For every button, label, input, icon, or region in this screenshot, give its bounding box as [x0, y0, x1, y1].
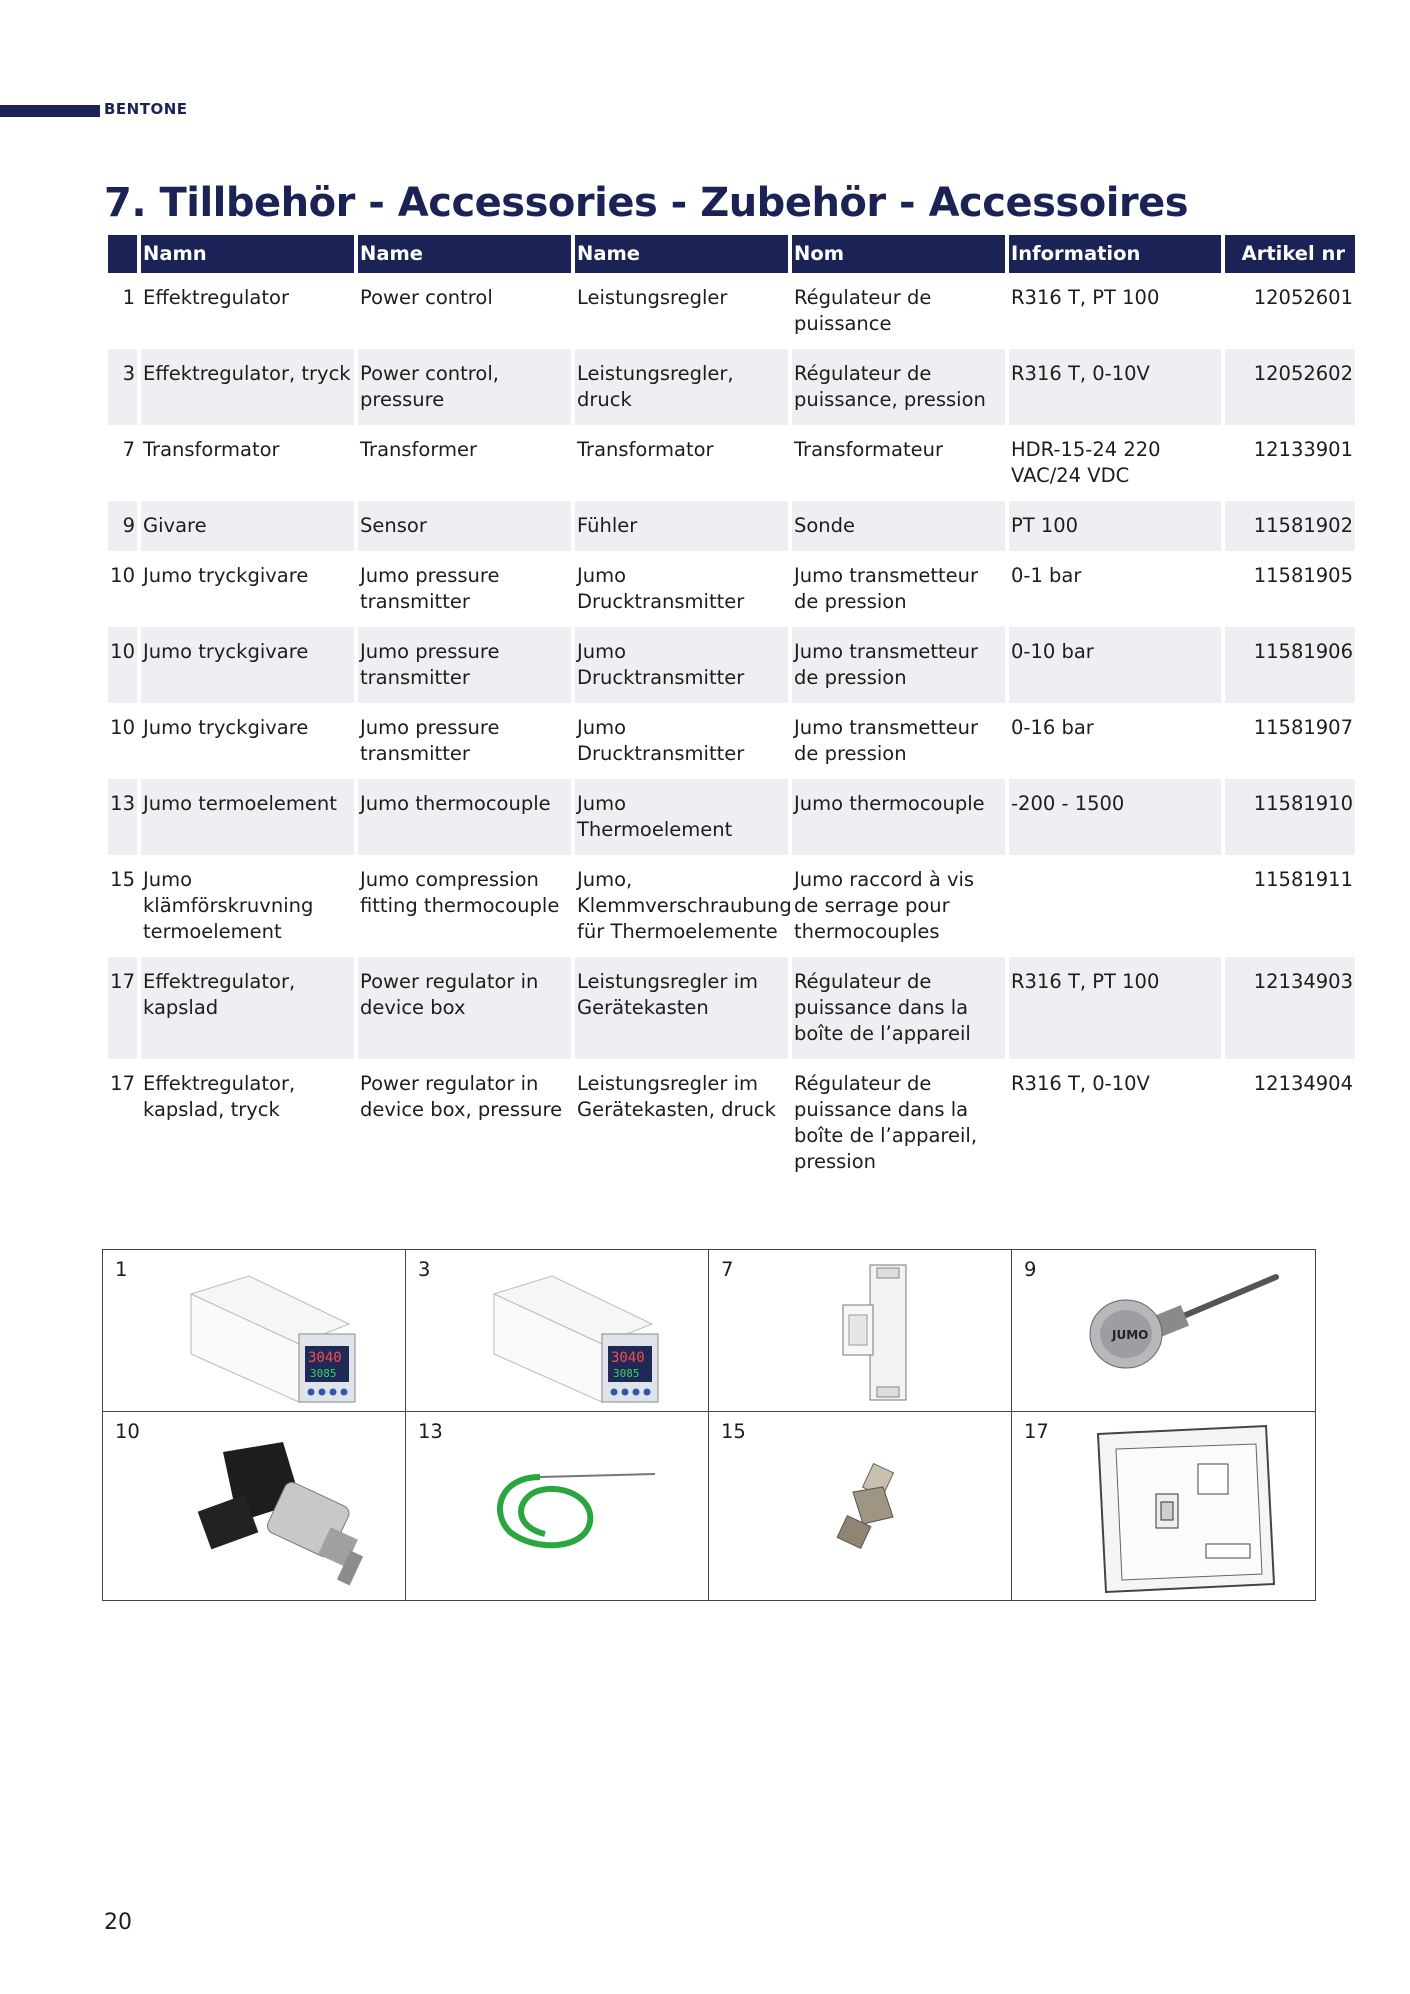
image-label: 17 [1024, 1420, 1049, 1443]
name-en: Jumo compression fitting thermocouple [360, 868, 560, 917]
name-de: Jumo Thermoelement [575, 779, 788, 855]
sensor-logo: JUMO [1112, 1328, 1149, 1342]
name-sv: Effektregulator [143, 286, 289, 309]
image-cell [1012, 1412, 1315, 1600]
table-row [108, 501, 1355, 551]
article-number: 12052601 [1253, 286, 1353, 309]
name-fr: Sonde [792, 501, 1005, 551]
name-en: Jumo pressure transmitter [360, 564, 500, 613]
name-de: Jumo Drucktransmitter [575, 627, 788, 703]
table-header-row [108, 235, 1355, 273]
name-en: Jumo pressure transmitter [358, 627, 571, 703]
row-number: 17 [110, 1072, 135, 1095]
name-en: Power control, pressure [358, 349, 571, 425]
table-row [108, 1059, 1355, 1187]
image-label: 13 [418, 1420, 443, 1443]
name-sv: Givare [141, 501, 354, 551]
table-row [108, 349, 1355, 425]
name-fr: Jumo transmetteur de pression [794, 716, 979, 765]
image-label: 7 [721, 1258, 734, 1281]
name-en: Jumo thermocouple [358, 779, 571, 855]
image-label: 1 [115, 1258, 128, 1281]
header-namn: Namn [141, 235, 354, 273]
name-fr: Régulateur de puissance dans la boîte de l’appareil [792, 957, 1005, 1059]
name-fr: Jumo thermocouple [792, 779, 1005, 855]
image-label: 9 [1024, 1258, 1037, 1281]
article-number: 11581906 [1225, 627, 1355, 703]
pressure-transmitter-icon [183, 1432, 373, 1592]
row-number: 13 [108, 779, 137, 855]
row-number: 10 [110, 564, 135, 587]
display-bottom: 3085 [613, 1367, 640, 1380]
display-top: 3040 [308, 1350, 342, 1366]
table-row [108, 551, 1355, 627]
image-cell [103, 1250, 406, 1412]
row-number: 10 [108, 627, 137, 703]
thermocouple-icon [490, 1452, 660, 1552]
image-label: 3 [418, 1258, 431, 1281]
name-en: Transformer [360, 438, 478, 461]
row-number: 7 [122, 438, 135, 461]
display-top: 3040 [611, 1350, 645, 1366]
page-title: 7. Tillbehör - Accessories - Zubehör - Accessoires [104, 180, 1189, 226]
name-de: Fühler [575, 501, 788, 551]
header-name-en: Name [358, 235, 571, 273]
name-fr: Régulateur de puissance, pression [792, 349, 1005, 425]
sensor-icon [1086, 1272, 1286, 1382]
product-image-grid [102, 1249, 1316, 1601]
name-sv: Jumo klämförskruvning termoelement [143, 868, 314, 943]
article-number: 11581902 [1225, 501, 1355, 551]
brand-bar [0, 105, 100, 117]
name-fr: Jumo transmetteur de pression [794, 564, 979, 613]
article-number: 12133901 [1253, 438, 1353, 461]
compression-fitting-icon [833, 1462, 913, 1552]
row-number: 10 [110, 716, 135, 739]
information: R316 T, PT 100 [1009, 957, 1221, 1059]
image-cell [709, 1412, 1012, 1600]
table-row [108, 425, 1355, 501]
name-sv: Jumo tryckgivare [141, 627, 354, 703]
header-artikel-nr: Artikel nr [1225, 235, 1355, 273]
page-number: 20 [104, 1910, 132, 1935]
accessories-table [104, 235, 1359, 1187]
name-de: Transformator [577, 438, 714, 461]
row-number: 15 [110, 868, 135, 891]
name-sv: Effektregulator, tryck [141, 349, 354, 425]
image-cell [709, 1250, 1012, 1412]
row-number: 3 [108, 349, 137, 425]
name-fr: Jumo transmetteur de pression [792, 627, 1005, 703]
header-num [108, 235, 137, 273]
image-cell [406, 1250, 709, 1412]
name-sv: Jumo termoelement [141, 779, 354, 855]
controller-icon [189, 1274, 359, 1404]
image-label: 10 [115, 1420, 140, 1443]
article-number: 11581910 [1225, 779, 1355, 855]
row-number: 9 [108, 501, 137, 551]
name-en: Jumo pressure transmitter [360, 716, 500, 765]
row-number: 1 [122, 286, 135, 309]
name-de: Leistungsregler im Gerätekasten, druck [577, 1072, 776, 1121]
table-row [108, 855, 1355, 957]
name-en: Power regulator in device box, pressure [360, 1072, 563, 1121]
name-de: Leistungsregler im Gerätekasten [575, 957, 788, 1059]
article-number: 11581911 [1253, 868, 1353, 891]
information: PT 100 [1009, 501, 1221, 551]
information: 0-16 bar [1011, 716, 1094, 739]
name-de: Jumo, Klemmverschraubung für Thermoelemente [577, 868, 792, 943]
table-row [108, 273, 1355, 349]
table-row [108, 627, 1355, 703]
display-bottom: 3085 [310, 1367, 337, 1380]
name-en: Sensor [358, 501, 571, 551]
transformer-icon [835, 1260, 925, 1405]
header-name-de: Name [575, 235, 788, 273]
name-sv: Jumo tryckgivare [143, 564, 309, 587]
name-fr: Régulateur de puissance [794, 286, 932, 335]
header-nom: Nom [792, 235, 1005, 273]
article-number: 12134904 [1253, 1072, 1353, 1095]
brand-name: BENTONE [104, 100, 188, 118]
name-de: Leistungsregler, druck [575, 349, 788, 425]
image-label: 15 [721, 1420, 746, 1443]
name-fr: Régulateur de puissance dans la boîte de l’appareil, pression [794, 1072, 978, 1173]
information: -200 - 1500 [1009, 779, 1221, 855]
name-sv: Effektregulator, kapslad, tryck [143, 1072, 296, 1121]
device-box-icon [1096, 1424, 1276, 1596]
name-sv: Transformator [143, 438, 280, 461]
name-fr: Jumo raccord à vis de serrage pour thermocouples [794, 868, 975, 943]
row-number: 17 [108, 957, 137, 1059]
header-information: Information [1009, 235, 1221, 273]
information: 0-10 bar [1009, 627, 1221, 703]
table-row [108, 779, 1355, 855]
table-row [108, 703, 1355, 779]
information [1009, 855, 1221, 957]
table-row [108, 957, 1355, 1059]
controller-icon [492, 1274, 662, 1404]
information: HDR-15-24 220 VAC/24 VDC [1011, 438, 1161, 487]
article-number: 12052602 [1225, 349, 1355, 425]
information: R316 T, 0-10V [1009, 349, 1221, 425]
image-cell [103, 1412, 406, 1600]
article-number: 11581905 [1253, 564, 1353, 587]
name-de: Leistungsregler [577, 286, 728, 309]
article-number: 12134903 [1225, 957, 1355, 1059]
image-cell [1012, 1250, 1315, 1412]
image-cell [406, 1412, 709, 1600]
name-sv: Effektregulator, kapslad [141, 957, 354, 1059]
information: 0-1 bar [1011, 564, 1082, 587]
name-de: Jumo Drucktransmitter [577, 716, 745, 765]
name-en: Power control [360, 286, 493, 309]
name-de: Jumo Drucktransmitter [577, 564, 745, 613]
name-fr: Transformateur [794, 438, 943, 461]
name-sv: Jumo tryckgivare [143, 716, 309, 739]
name-en: Power regulator in device box [358, 957, 571, 1059]
information: R316 T, PT 100 [1011, 286, 1160, 309]
information: R316 T, 0-10V [1011, 1072, 1150, 1095]
article-number: 11581907 [1253, 716, 1353, 739]
